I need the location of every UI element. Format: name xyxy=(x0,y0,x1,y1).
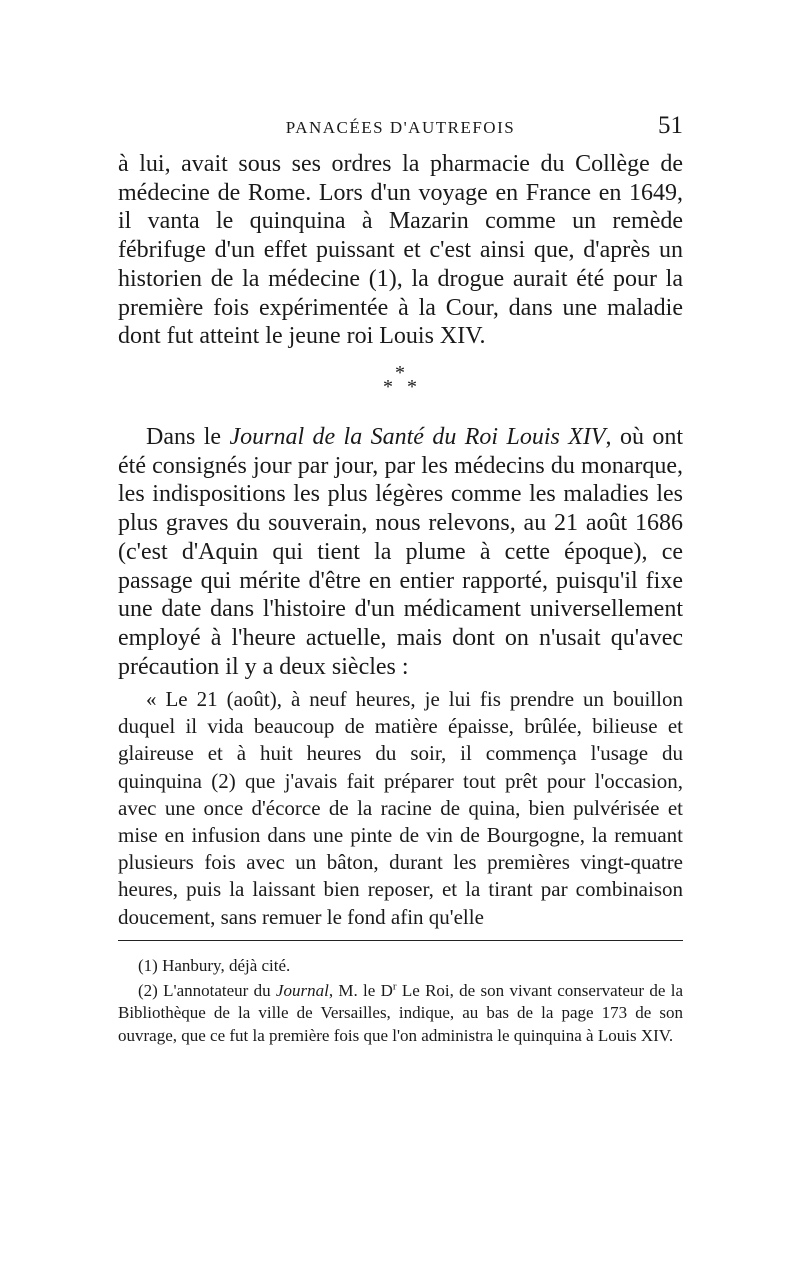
paragraph-journal xyxy=(118,423,683,681)
paragraph-text: Dans le xyxy=(146,424,230,450)
footnote-rule xyxy=(118,940,683,941)
asterism-star: * xyxy=(395,362,405,384)
paragraph-text: , où ont été consignés jour par jour, par les médecins du monarque, les indispositions les plus légères comme les maladies les plus graves du souverain, nous relevons, au 21 août 1686 (c'est d'Aquin qui tient la plume à cette époque), ce passage qui mérite d'être en entier rapporté, puisqu'il fixe une date dans l'histoire d'un médicament universellement employé à l'heure actuelle, mais dont on n'usait qu'avec précaution il y a deux siècles : xyxy=(118,424,684,680)
paragraph-continuation: à lui, avait sous ses ordres la pharmacie du Collège de médecine de Rome. Lors d'un voyage en France en 1649, il vanta le quinquina à Mazarin comme un remède fébrifuge d'un effet puissant et c'est ainsi que, d'après un historien de la médecine (1), la drogue aurait été pour la première fois expérimentée à la Cour, dans une maladie dont fut atteint le jeune roi Louis XIV. xyxy=(118,151,683,350)
footnotes xyxy=(118,955,683,1049)
page-number: 51 xyxy=(658,112,683,139)
asterism-star: * xyxy=(407,376,417,398)
footnote-1: (1) Hanbury, déjà cité. xyxy=(138,956,291,975)
page-header xyxy=(118,114,683,144)
footnote-text: (2) L'annotateur du xyxy=(138,980,276,1000)
journal-title: Journal de la Santé du Roi Louis XIV xyxy=(229,424,606,450)
footnote-text: Le Roi, de son vivant conservateur de la Bibliothèque de la ville de Versailles, indique, au bas de la page 173 de son ouvrage, que ce fut la première fois que l'on administra le quinquina à Louis XIV. xyxy=(118,980,683,1045)
footnote-2 xyxy=(118,980,683,1048)
asterism-separator xyxy=(340,362,440,402)
footnote-text: , M. le D xyxy=(328,980,393,1000)
block-quotation: « Le 21 (août), à neuf heures, je lui fis prendre un bouillon duquel il vida beaucoup de matière épaisse, brûlée, bilieuse et glaireuse et à huit heures du soir, il commença l'usage du quinquina (2) que j'avais fait préparer tout prêt pour l'occasion, avec une once d'écorce de la racine de quina, bien pulvérisée et mise en infusion dans une pinte de vin de Bourgogne, la remuant plusieurs fois avec un bâton, durant les premières vingt-quatre heures, puis la laissant bien reposer, et la tirant par combinaison doucement, sans remuer le fond afin qu'elle xyxy=(118,687,683,929)
running-title: PANACÉES D'AUTREFOIS xyxy=(285,118,516,137)
footnote-journal-title: Journal xyxy=(275,980,329,1000)
asterism-star: * xyxy=(383,376,393,398)
superscript: r xyxy=(392,979,397,992)
